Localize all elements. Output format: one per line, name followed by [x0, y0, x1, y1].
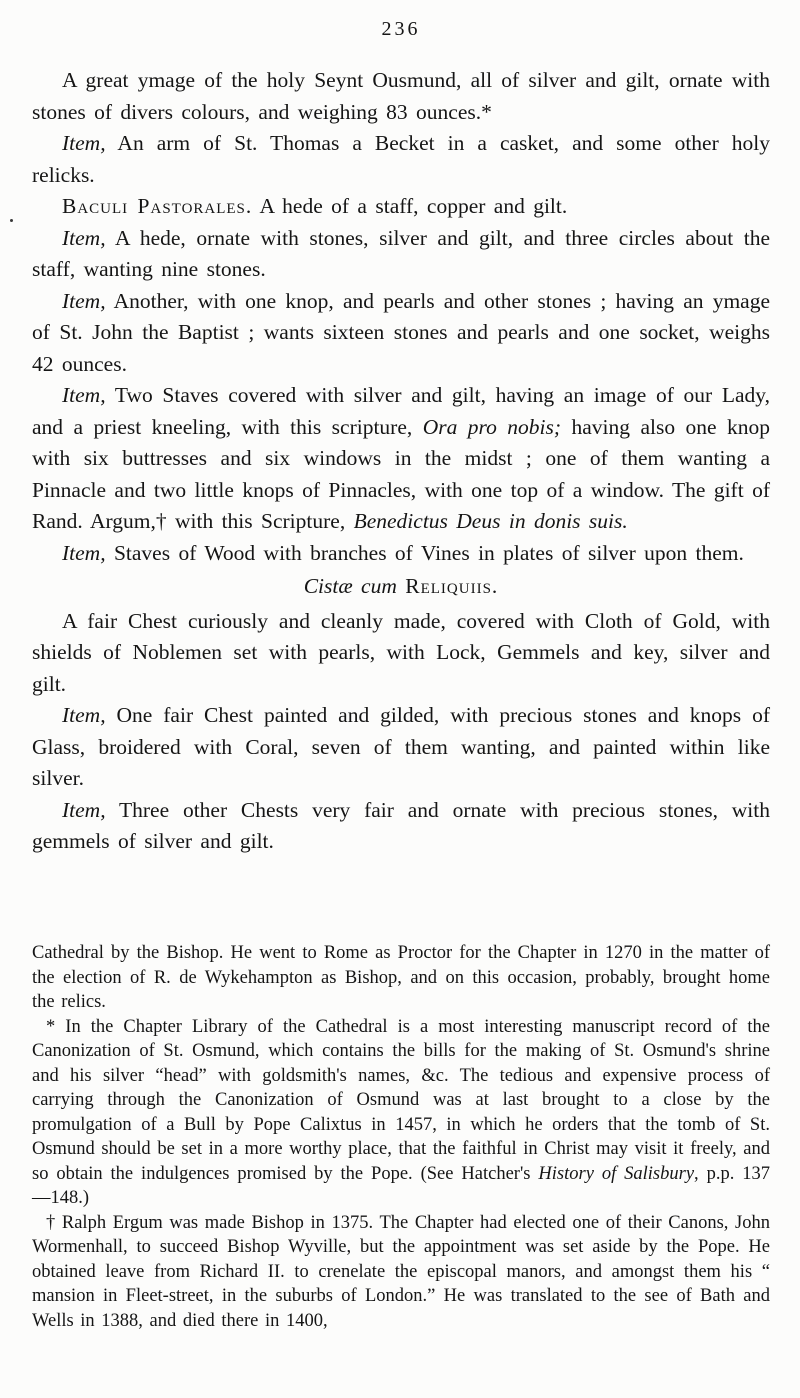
text-segment: Another, with one knop, and pearls and other stones ; having an ymage of St. John the Baptist ; wants sixteen stones and pearls and one socket, weighs 42 ounces.	[32, 288, 770, 376]
footnote-paragraph	[32, 1211, 770, 1334]
text-segment: An arm of St. Thomas a Becket in a casket, and some other holy relicks.	[32, 131, 770, 187]
text-segment: Three other Chests very fair and ornate with precious stones, with gemmels of silver and gilt.	[32, 797, 770, 853]
body-paragraph	[32, 128, 770, 191]
ink-speck	[10, 219, 13, 222]
body-paragraph	[32, 286, 770, 381]
text-segment: Item,	[62, 225, 106, 250]
body-paragraph	[32, 795, 770, 858]
body-paragraph	[32, 538, 770, 570]
text-segment: , p.p. 137—148.)	[32, 1163, 770, 1208]
section-heading	[32, 571, 770, 603]
text-segment: Cathedral by the Bishop. He went to Rome as Proctor for the Chapter in 1270 in the matter of the election of R. de Wykehampton as Bishop, and on this occasion, probably, brought home the relics.	[32, 943, 770, 1012]
body-paragraph	[32, 191, 770, 223]
text-segment: Ora pro nobis;	[422, 414, 562, 439]
main-text-block	[32, 65, 770, 858]
text-segment: Baculi Pastorales.	[62, 194, 253, 218]
text-segment: History of Salisbury	[538, 1163, 695, 1184]
text-segment: † Ralph Ergum was made Bishop in 1375. The Chapter had elected one of their Canons, John Wormenhall, to succeed Bishop Wyville, but the appointment was set aside by the Pope. He obtained leave from Richard II. to crenelate the episcopal manors, and amongst them his “ mansion in Fleet-street, in the suburbs of London.” He was translated to the see of Bath and Wells in 1388, and died there in 1400,	[32, 1212, 770, 1331]
text-segment: Benedictus Deus in donis suis.	[353, 509, 628, 533]
text-segment: Two Staves covered with silver and gilt, having an image of our Lady, and a priest kneeling, with this scripture,	[32, 383, 770, 439]
text-segment: Reliquiis.	[405, 574, 499, 598]
text-segment: Item,	[62, 540, 106, 565]
text-segment: Cistæ cum	[303, 574, 406, 598]
text-segment: A hede, ornate with stones, silver and gilt, and three circles about the staff, wanting nine stones.	[32, 225, 770, 281]
body-paragraph	[32, 606, 770, 701]
body-paragraph	[32, 223, 770, 286]
footnotes-block	[32, 941, 770, 1333]
footnote-paragraph	[32, 1015, 770, 1211]
body-paragraph	[32, 380, 770, 538]
page-number: 236	[381, 18, 421, 40]
text-segment: One fair Chest painted and gilded, with precious stones and knops of Glass, broidered with Coral, seven of them wanting, and painted within like silver.	[32, 703, 770, 790]
text-segment: A fair Chest curiously and cleanly made, covered with Cloth of Gold, with shields of Noblemen set with pearls, with Lock, Gemmels and key, silver and gilt.	[32, 608, 770, 696]
text-segment: Item,	[62, 288, 106, 313]
footnote-paragraph	[32, 941, 770, 1015]
text-segment: A great ymage of the holy Seynt Ousmund, all of silver and gilt, ornate with stones of divers colours, and weighing 83 ounces.*	[32, 68, 770, 124]
body-paragraph	[32, 700, 770, 795]
text-segment: Item,	[62, 131, 106, 155]
text-segment: Item,	[62, 797, 106, 822]
text-segment: * In the Chapter Library of the Cathedral is a most interesting manuscript record of the Canonization of St. Osmund, which contains the bills for the making of St. Osmund's shrine and his silver “head” with goldsmith's names, &c. The tedious and expensive process of carrying through the Canonization of Osmund was at last brought to a close by the promulgation of a Bull by Pope Calixtus in 1457, in which he orders that the tomb of St. Osmund should be set in a more worthy place, that the faithful in Christ may visit it freely, and so obtain the indulgences promised by the Pope. (See Hatcher's	[32, 1016, 770, 1184]
body-paragraph	[32, 65, 770, 128]
text-segment: Item,	[62, 703, 106, 727]
text-segment: Item,	[62, 383, 106, 407]
text-segment: Staves of Wood with branches of Vines in plates of silver upon them.	[105, 540, 744, 565]
text-segment: A hede of a staff, copper and gilt.	[252, 194, 568, 218]
text-segment: having also one knop with six buttresses and six windows in the midst ; one of them wanting a Pinnacle and two little knops of Pinnacles, with one top of a window. The gift of Rand. Argum,† with this Scripture,	[32, 414, 770, 533]
